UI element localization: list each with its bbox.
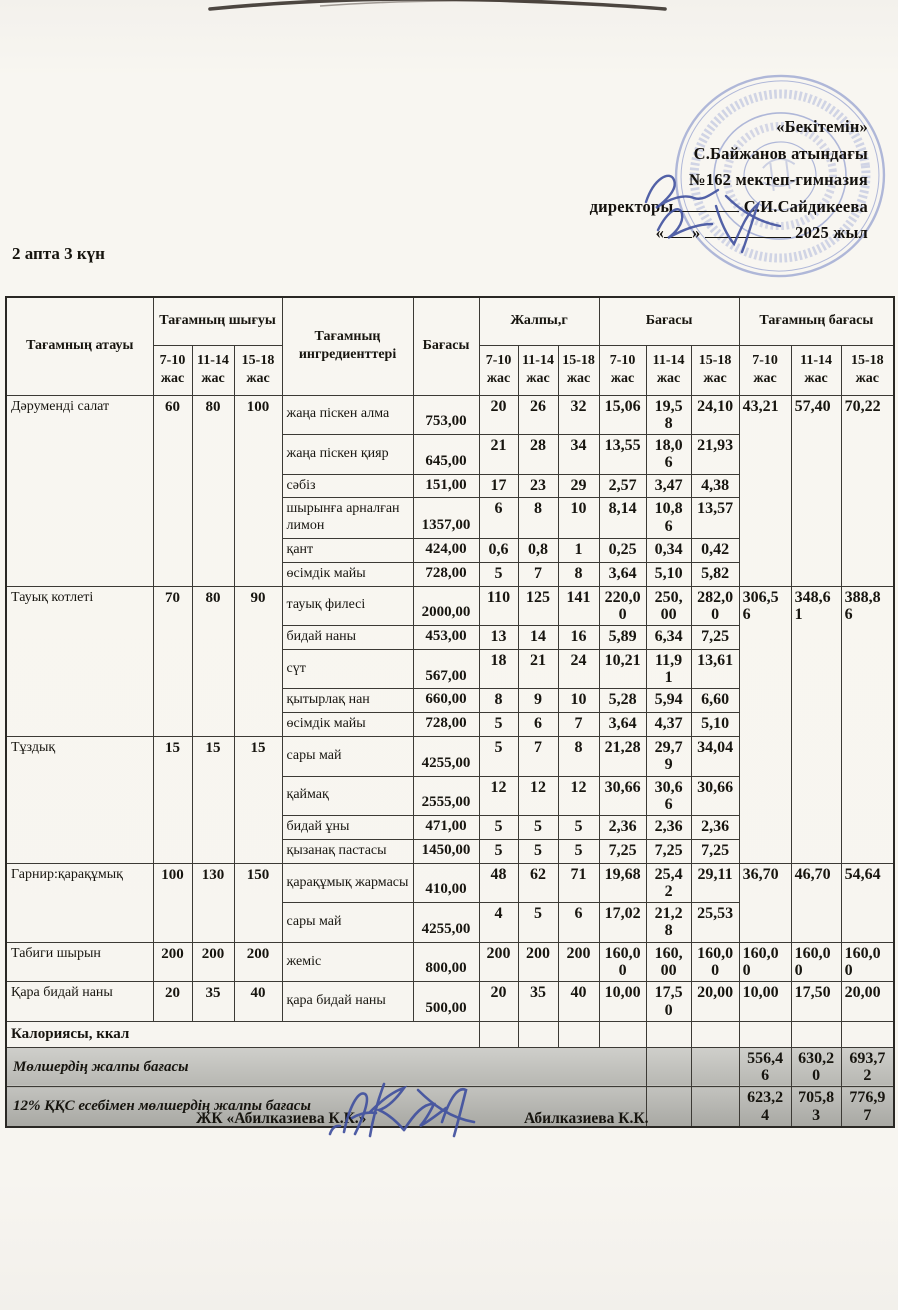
director-name: С.И.Сайдикеева	[743, 196, 868, 216]
total-grams-cell: 12	[558, 776, 599, 816]
ingredient-cell: бидай ұны	[282, 816, 413, 840]
dish-price-cell: 70,22	[841, 395, 894, 586]
cost-cell: 29,11	[691, 863, 739, 903]
total-grams-cell: 5	[479, 737, 518, 777]
dish-output-cell: 40	[234, 982, 282, 1022]
cost-cell: 25,42	[646, 863, 691, 903]
total-grams-cell: 0,8	[518, 538, 558, 562]
total-grams-cell: 5	[479, 562, 518, 586]
ingredient-cell: жаңа піскен қияр	[282, 435, 413, 475]
year-label: 2025 жыл	[795, 223, 868, 242]
total-grams-cell: 200	[479, 942, 518, 982]
total-grams-cell: 9	[518, 689, 558, 713]
dish-output-cell: 100	[234, 395, 282, 586]
unit-price-cell: 151,00	[413, 474, 479, 498]
age-column-header: 11-14 жас	[192, 345, 234, 395]
total-grams-cell: 6	[479, 498, 518, 539]
cost-cell: 250,00	[646, 586, 691, 626]
dish-name-cell: Дәруменді салат	[6, 395, 153, 586]
unit-price-cell: 567,00	[413, 649, 479, 689]
cost-cell: 10,21	[599, 649, 646, 689]
cost-cell: 160,00	[691, 942, 739, 982]
empty-cell	[691, 1047, 739, 1087]
total-grams-cell: 10	[558, 689, 599, 713]
cost-cell: 160,00	[646, 942, 691, 982]
dish-output-cell: 100	[153, 863, 192, 942]
ingredient-cell: шырынға арналған лимон	[282, 498, 413, 539]
cost-cell: 4,37	[646, 713, 691, 737]
total-grams-cell: 71	[558, 863, 599, 903]
cost-cell: 5,94	[646, 689, 691, 713]
empty-cell	[791, 1021, 841, 1047]
ingredient-cell: өсімдік майы	[282, 713, 413, 737]
cost-cell: 6,34	[646, 626, 691, 650]
total-grams-cell: 6	[558, 903, 599, 943]
unit-price-cell: 660,00	[413, 689, 479, 713]
ingredient-cell: сүт	[282, 649, 413, 689]
ingredient-cell: өсімдік майы	[282, 562, 413, 586]
empty-cell	[558, 1021, 599, 1047]
total-grams-cell: 29	[558, 474, 599, 498]
total-grams-cell: 5	[558, 816, 599, 840]
unit-price-cell: 1357,00	[413, 498, 479, 539]
empty-cell	[518, 1021, 558, 1047]
dish-price-cell: 54,64	[841, 863, 894, 942]
cost-cell: 13,57	[691, 498, 739, 539]
ingredient-cell: тауық филесі	[282, 586, 413, 626]
dish-output-cell: 200	[153, 942, 192, 982]
ingredient-cell: қытырлақ нан	[282, 689, 413, 713]
cost-cell: 29,79	[646, 737, 691, 777]
cost-cell: 7,25	[691, 839, 739, 863]
unit-price-cell: 500,00	[413, 982, 479, 1022]
age-column-header: 7-10 жас	[479, 345, 518, 395]
dish-price-cell: 306,56	[739, 586, 791, 863]
cost-cell: 19,58	[646, 395, 691, 435]
total-grams-cell: 24	[558, 649, 599, 689]
total-grams-cell: 21	[479, 435, 518, 475]
dish-price-cell: 10,00	[739, 982, 791, 1022]
total-grams-cell: 8	[558, 737, 599, 777]
total-grams-cell: 5	[558, 839, 599, 863]
unit-price-cell: 1450,00	[413, 839, 479, 863]
director-signature-icon	[628, 160, 818, 260]
unit-price-cell: 728,00	[413, 562, 479, 586]
empty-cell	[646, 1021, 691, 1047]
cost-cell: 4,38	[691, 474, 739, 498]
total-grams-cell: 1	[558, 538, 599, 562]
total-grams-cell: 0,6	[479, 538, 518, 562]
cost-cell: 5,89	[599, 626, 646, 650]
age-column-header: 15-18 жас	[841, 345, 894, 395]
dish-output-cell: 150	[234, 863, 282, 942]
total-grams-cell: 5	[518, 839, 558, 863]
dish-output-cell: 15	[153, 737, 192, 864]
unit-price-cell: 800,00	[413, 942, 479, 982]
total-grams-cell: 110	[479, 586, 518, 626]
unit-price-cell: 753,00	[413, 395, 479, 435]
unit-price-cell: 471,00	[413, 816, 479, 840]
unit-price-cell: 2000,00	[413, 586, 479, 626]
cost-cell: 34,04	[691, 737, 739, 777]
cost-cell: 21,93	[691, 435, 739, 475]
ingredient-cell: сары май	[282, 737, 413, 777]
total-grams-cell: 12	[479, 776, 518, 816]
cost-cell: 19,68	[599, 863, 646, 903]
school-name-line1: С.Байжанов атындағы	[693, 143, 868, 163]
ingredient-cell: қант	[282, 538, 413, 562]
total-grams-cell: 62	[518, 863, 558, 903]
total-grams-cell: 48	[479, 863, 518, 903]
empty-cell	[841, 1021, 894, 1047]
cost-cell: 220,00	[599, 586, 646, 626]
unit-price-cell: 2555,00	[413, 776, 479, 816]
age-column-header: 15-18 жас	[691, 345, 739, 395]
cost-cell: 17,50	[646, 982, 691, 1022]
total-grams-cell: 20	[479, 982, 518, 1022]
dish-output-cell: 130	[192, 863, 234, 942]
total-grams-cell: 8	[479, 689, 518, 713]
col-header-price2: Бағасы	[599, 297, 739, 345]
ingredient-cell: сары май	[282, 903, 413, 943]
dish-name-cell: Тұздық	[6, 737, 153, 864]
unit-price-cell: 453,00	[413, 626, 479, 650]
cost-cell: 7,25	[599, 839, 646, 863]
age-column-header: 7-10 жас	[153, 345, 192, 395]
vat-total-price-row-value: 776,97	[841, 1087, 894, 1127]
cost-cell: 30,66	[691, 776, 739, 816]
col-header-price: Бағасы	[413, 297, 479, 395]
cost-cell: 30,66	[646, 776, 691, 816]
total-grams-cell: 200	[558, 942, 599, 982]
age-column-header: 7-10 жас	[739, 345, 791, 395]
company-label: ЖК «Абилказиева К.К.»	[196, 1110, 367, 1127]
date-line: « » 2025 жыл	[655, 223, 868, 242]
empty-cell	[739, 1021, 791, 1047]
dish-price-cell: 160,00	[791, 942, 841, 982]
approval-title: «Бекітемін»	[776, 117, 868, 136]
calories-label: Калориясы, ккал	[6, 1021, 479, 1047]
dish-output-cell: 200	[234, 942, 282, 982]
ingredient-cell: жаңа піскен алма	[282, 395, 413, 435]
cost-cell: 282,00	[691, 586, 739, 626]
unit-price-cell: 424,00	[413, 538, 479, 562]
cost-cell: 0,25	[599, 538, 646, 562]
dish-name-cell: Қара бидай наны	[6, 982, 153, 1022]
total-grams-cell: 8	[558, 562, 599, 586]
total-grams-cell: 4	[479, 903, 518, 943]
total-grams-cell: 6	[518, 713, 558, 737]
total-grams-cell: 23	[518, 474, 558, 498]
total-price-row-value: 630,20	[791, 1047, 841, 1087]
cost-cell: 30,66	[599, 776, 646, 816]
ingredient-cell: сәбіз	[282, 474, 413, 498]
dish-output-cell: 35	[192, 982, 234, 1022]
unit-price-cell: 410,00	[413, 863, 479, 903]
unit-price-cell: 728,00	[413, 713, 479, 737]
age-column-header: 11-14 жас	[518, 345, 558, 395]
cost-cell: 2,36	[646, 816, 691, 840]
dish-price-cell: 348,61	[791, 586, 841, 863]
cost-cell: 11,91	[646, 649, 691, 689]
dish-output-cell: 90	[234, 586, 282, 736]
cost-cell: 2,36	[599, 816, 646, 840]
cost-cell: 21,28	[599, 737, 646, 777]
total-grams-cell: 20	[479, 395, 518, 435]
unit-price-cell: 4255,00	[413, 903, 479, 943]
total-grams-cell: 40	[558, 982, 599, 1022]
cost-cell: 13,61	[691, 649, 739, 689]
total-grams-cell: 7	[518, 562, 558, 586]
dish-price-cell: 36,70	[739, 863, 791, 942]
cost-cell: 2,57	[599, 474, 646, 498]
cost-cell: 18,06	[646, 435, 691, 475]
empty-cell	[691, 1087, 739, 1127]
total-grams-cell: 10	[558, 498, 599, 539]
cost-cell: 7,25	[646, 839, 691, 863]
total-grams-cell: 141	[558, 586, 599, 626]
dish-price-cell: 17,50	[791, 982, 841, 1022]
col-header-dish-name: Тағамның атауы	[6, 297, 153, 395]
empty-cell	[599, 1021, 646, 1047]
dish-output-cell: 80	[192, 395, 234, 586]
total-grams-cell: 200	[518, 942, 558, 982]
dish-price-cell: 46,70	[791, 863, 841, 942]
total-price-row-value: 693,72	[841, 1047, 894, 1087]
ingredient-cell: жеміс	[282, 942, 413, 982]
total-grams-cell: 21	[518, 649, 558, 689]
col-header-total-g: Жалпы,г	[479, 297, 599, 345]
total-grams-cell: 35	[518, 982, 558, 1022]
cost-cell: 24,10	[691, 395, 739, 435]
total-grams-cell: 5	[518, 816, 558, 840]
page-title: 2 апта 3 күн	[12, 244, 105, 263]
total-grams-cell: 18	[479, 649, 518, 689]
total-grams-cell: 7	[518, 737, 558, 777]
age-column-header: 15-18 жас	[234, 345, 282, 395]
dish-output-cell: 20	[153, 982, 192, 1022]
col-header-dish-price: Тағамның бағасы	[739, 297, 894, 345]
unit-price-cell: 645,00	[413, 435, 479, 475]
menu-table	[5, 296, 895, 1128]
dish-price-cell: 160,00	[739, 942, 791, 982]
dish-name-cell: Тауық котлеті	[6, 586, 153, 736]
ingredient-cell: қаймақ	[282, 776, 413, 816]
total-grams-cell: 13	[479, 626, 518, 650]
total-grams-cell: 7	[558, 713, 599, 737]
empty-cell	[479, 1021, 518, 1047]
vat-total-price-row-value: 705,83	[791, 1087, 841, 1127]
ingredient-row	[6, 863, 894, 903]
dish-output-cell: 200	[192, 942, 234, 982]
dish-price-cell: 20,00	[841, 982, 894, 1022]
cost-cell: 7,25	[691, 626, 739, 650]
cost-cell: 20,00	[691, 982, 739, 1022]
cost-cell: 21,28	[646, 903, 691, 943]
total-grams-cell: 28	[518, 435, 558, 475]
age-column-header: 11-14 жас	[646, 345, 691, 395]
cost-cell: 17,02	[599, 903, 646, 943]
ingredient-row	[6, 942, 894, 982]
dish-output-cell: 15	[192, 737, 234, 864]
cost-cell: 5,10	[691, 713, 739, 737]
dish-price-cell: 57,40	[791, 395, 841, 586]
total-grams-cell: 32	[558, 395, 599, 435]
dish-price-cell: 160,00	[841, 942, 894, 982]
cost-cell: 5,82	[691, 562, 739, 586]
cost-cell: 160,00	[599, 942, 646, 982]
cost-cell: 3,64	[599, 562, 646, 586]
total-grams-cell: 16	[558, 626, 599, 650]
cost-cell: 13,55	[599, 435, 646, 475]
school-name-line2: №162 мектеп-гимназия	[688, 170, 868, 189]
cost-cell: 5,28	[599, 689, 646, 713]
cost-cell: 8,14	[599, 498, 646, 539]
cost-cell: 3,64	[599, 713, 646, 737]
cost-cell: 6,60	[691, 689, 739, 713]
dish-price-cell: 388,86	[841, 586, 894, 863]
total-grams-cell: 5	[479, 816, 518, 840]
ingredient-row	[6, 586, 894, 626]
age-column-header: 11-14 жас	[791, 345, 841, 395]
cost-cell: 2,36	[691, 816, 739, 840]
total-grams-cell: 12	[518, 776, 558, 816]
vat-total-price-row-value: 623,24	[739, 1087, 791, 1127]
total-grams-cell: 125	[518, 586, 558, 626]
ingredient-row	[6, 982, 894, 1022]
empty-cell	[691, 1021, 739, 1047]
accountant-name: Абилказиева К.К.	[524, 1110, 649, 1127]
cost-cell: 0,42	[691, 538, 739, 562]
col-header-ingredients: Тағамның ингредиенттері	[282, 297, 413, 395]
ingredient-cell: бидай наны	[282, 626, 413, 650]
total-grams-cell: 17	[479, 474, 518, 498]
cost-cell: 15,06	[599, 395, 646, 435]
scan-edge-artifact	[200, 0, 670, 12]
unit-price-cell: 4255,00	[413, 737, 479, 777]
cost-cell: 10,86	[646, 498, 691, 539]
empty-cell	[646, 1087, 691, 1127]
director-label: директоры	[589, 196, 674, 216]
total-price-row-value: 556,46	[739, 1047, 791, 1087]
dish-output-cell: 60	[153, 395, 192, 586]
ingredient-cell: қызанақ пастасы	[282, 839, 413, 863]
cost-cell: 5,10	[646, 562, 691, 586]
dish-price-cell: 43,21	[739, 395, 791, 586]
accountant-signature-icon	[322, 1076, 492, 1150]
total-grams-cell: 5	[479, 713, 518, 737]
vat-total-price-row-label: 12% ҚҚС есебімен мөлшердің жалпы бағасы	[6, 1087, 646, 1127]
total-grams-cell: 14	[518, 626, 558, 650]
dish-output-cell: 15	[234, 737, 282, 864]
total-grams-cell: 34	[558, 435, 599, 475]
col-header-dish-output: Тағамның шығуы	[153, 297, 282, 345]
age-column-header: 7-10 жас	[599, 345, 646, 395]
ingredient-row	[6, 395, 894, 435]
total-grams-cell: 5	[479, 839, 518, 863]
dish-name-cell: Гарнир:қарақұмық	[6, 863, 153, 942]
total-grams-cell: 8	[518, 498, 558, 539]
total-price-row-label: Мөлшердің жалпы бағасы	[6, 1047, 646, 1087]
total-grams-cell: 26	[518, 395, 558, 435]
cost-cell: 10,00	[599, 982, 646, 1022]
dish-name-cell: Табиги шырын	[6, 942, 153, 982]
calories-row	[6, 1021, 894, 1047]
ingredient-cell: қара бидай наны	[282, 982, 413, 1022]
ingredient-cell: қарақұмық жармасы	[282, 863, 413, 903]
cost-cell: 3,47	[646, 474, 691, 498]
cost-cell: 25,53	[691, 903, 739, 943]
total-grams-cell: 5	[518, 903, 558, 943]
age-column-header: 15-18 жас	[558, 345, 599, 395]
cost-cell: 0,34	[646, 538, 691, 562]
dish-output-cell: 80	[192, 586, 234, 736]
empty-cell	[646, 1047, 691, 1087]
dish-output-cell: 70	[153, 586, 192, 736]
